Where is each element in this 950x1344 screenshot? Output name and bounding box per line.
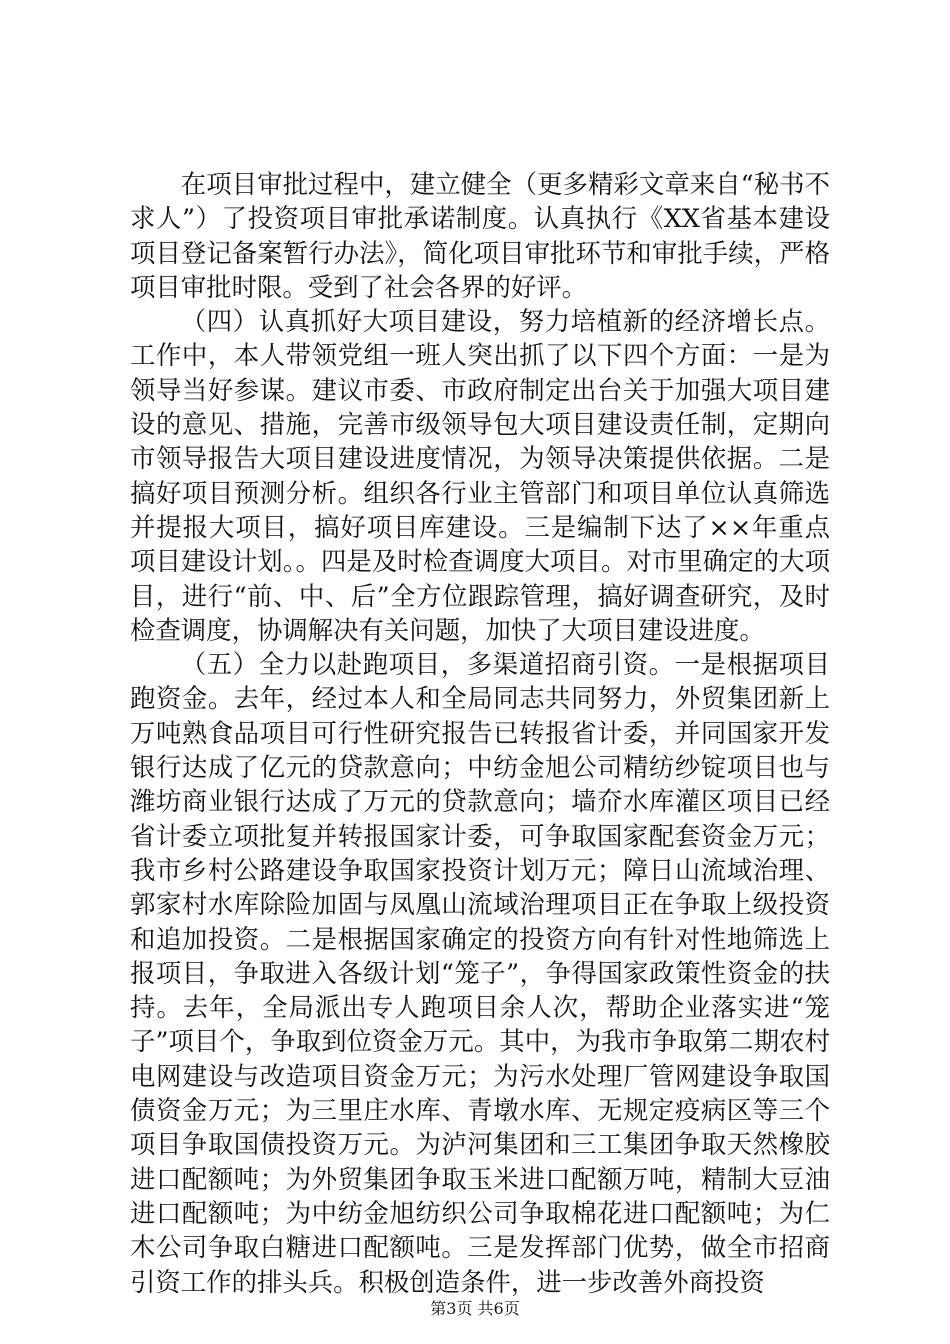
page-number: 第3页 共6页 — [430, 1299, 520, 1318]
paragraph-approval-system: 在项目审批过程中，建立健全（更多精彩文章来自“秘书不求人”）了投资项目审批承诺制度。认真执行《XX省基本建设项目登记备案暂行办法》，简化项目审批环节和审批手续，严格项目审批时限。受到了社会各界的好评。 — [130, 169, 830, 302]
paragraph-major-projects: （四）认真抓好大项目建设，努力培植新的经济增长点。工作中，本人带领党组一班人突出抓了以下四个方面：一是为领导当好参谋。建议市委、市政府制定出台关于加强大项目建设的意见、措施，完善市级领导包大项目建设责任制，定期向市领导报告大项目建设进度情况，为领导决策提供依据。二是搞好项目预测分析。组织各行业主管部门和项目单位认真筛选并提报大项目，搞好项目库建设。三是编制下达了××年重点项目建设计划。。四是及时检查调度大项目。对市里确定的大项目，进行“前、中、后”全方位跟踪管理，搞好调查研究，及时检查调度，协调解决有关问题，加快了大项目建设进度。 — [130, 306, 830, 645]
document-body — [130, 167, 830, 1299]
page-footer — [0, 1299, 950, 1319]
paragraph-investment-attraction: （五）全力以赴跑项目，多渠道招商引资。一是根据项目跑资金。去年，经过本人和全局同志共同努力，外贸集团新上万吨熟食品项目可行性研究报告已转报省计委，并同国家开发银行达成了亿元的贷款意向；中纺金旭公司精纺纱锭项目也与潍坊商业银行达成了万元的贷款意向；墙夼水库灌区项目已经省计委立项批复并转报国家计委，可争取国家配套资金万元；我市乡村公路建设争取国家投资计划万元；障日山流域治理、郭家村水库除险加固与凤凰山流域治理项目正在争取上级投资和追加投资。二是根据国家确定的投资方向有针对性地筛选上报项目，争取进入各级计划“笼子”，争得国家政策性资金的扶持。去年，全局派出专人跑项目余人次，帮助企业落实进“笼子”项目个，争取到位资金万元。其中，为我市争取第二期农村电网建设与改造项目资金万元；为污水处理厂管网建设争取国债资金万元；为三里庄水库、青墩水库、无规定疫病区等三个项目争取国债投资万元。为泸河集团和三工集团争取天然橡胶进口配额吨；为外贸集团争取玉米进口配额万吨，精制大豆油进口配额吨；为中纺金旭纺织公司争取棉花进口配额吨；为仁木公司争取白糖进口配额吨。三是发挥部门优势，做全市招商引资工作的排头兵。积极创造条件，进一步改善外商投资 — [130, 649, 830, 1297]
